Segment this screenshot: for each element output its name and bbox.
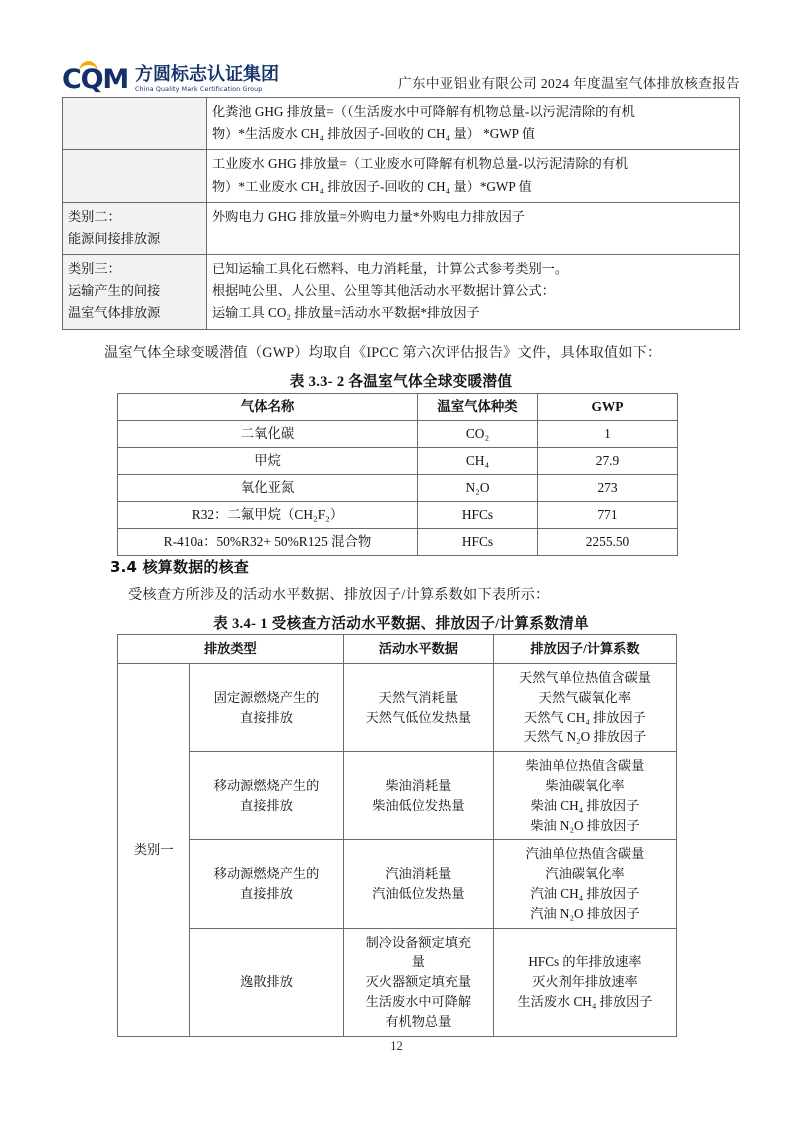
formula-line: 运输工具 CO₂ 排放量=活动水平数据*排放因子 — [212, 305, 480, 321]
formula-cell — [207, 150, 740, 202]
column-header-gwp: GWP — [538, 394, 678, 421]
cell-gwp-value: 273 — [538, 475, 678, 502]
table-row — [63, 202, 740, 254]
cell-gas-name: 甲烷 — [118, 448, 418, 475]
column-header-gas-type: 温室气体种类 — [418, 394, 538, 421]
document-title: 广东中亚铝业有限公司 2024 年度温室气体排放核查报告 — [398, 76, 740, 91]
cell-gas-type: HFCs — [418, 502, 538, 529]
text-line: 天然气碳氧化率 — [538, 689, 632, 705]
category-line: 运输产生的间接 — [68, 283, 161, 299]
cell-emission-type — [190, 752, 343, 840]
cell-gwp-value: 1 — [538, 421, 678, 448]
cell-emission-type — [190, 928, 343, 1036]
table-row — [118, 529, 678, 556]
table-header-row — [118, 394, 678, 421]
category-line: 温室气体排放源 — [68, 305, 161, 321]
cell-gas-name: R32：二氟甲烷（CH₂F₂） — [118, 502, 418, 529]
activity-data-table — [117, 634, 677, 1037]
activity-table-caption: 表 3.4- 1 受核查方活动水平数据、排放因子/计算系数清单 — [213, 616, 589, 632]
text-line: 移动源燃烧产生的 — [213, 866, 320, 882]
cell-gas-type: CO₂ — [418, 421, 538, 448]
formula-line: 已知运输工具化石燃料、电力消耗量，计算公式参考类别一。 — [212, 261, 569, 277]
logo-english-name: China Quality Mark Certification Group — [135, 85, 263, 93]
emission-formula-table — [62, 97, 740, 330]
text-line: 生活废水 CH₄ 排放因子 — [517, 993, 653, 1009]
text-line: 汽油碳氧化率 — [545, 866, 625, 882]
formula-line: 工业废水 GHG 排放量=（工业废水可降解有机物总量-以污泥清除的有机 — [212, 156, 629, 172]
cell-emission-type — [190, 664, 343, 752]
cell-gwp-value: 771 — [538, 502, 678, 529]
cell-emission-factor — [493, 840, 676, 928]
cell-gas-name: R-410a：50%R32+ 50%R125 混合物 — [118, 529, 418, 556]
formula-cell — [207, 202, 740, 254]
category-line: 类别三： — [68, 261, 121, 277]
text-line: 直接排放 — [240, 797, 293, 813]
text-line: 灭火器额定填充量 — [365, 974, 472, 990]
logo-chinese-name: 方圆标志认证集团 — [135, 63, 280, 85]
formula-line: 物）*工业废水 CH₄ 排放因子-回收的 CH₄ 量）*GWP 值 — [212, 178, 532, 194]
formula-line — [212, 228, 734, 250]
section-34-intro-paragraph: 受核查方所涉及的活动水平数据、排放因子/计算系数如下表所示： — [128, 587, 550, 603]
text-line: 汽油 N₂O 排放因子 — [530, 905, 640, 921]
text-line: 柴油单位热值含碳量 — [525, 758, 645, 774]
text-line: 直接排放 — [240, 709, 293, 725]
cell-emission-factor — [493, 664, 676, 752]
formula-line: 物）*生活废水 CH₄ 排放因子-回收的 CH₄ 量） *GWP 值 — [212, 126, 536, 142]
cell-activity-data — [343, 928, 493, 1036]
page-number: 12 — [390, 1039, 403, 1053]
table-header-row — [118, 635, 677, 664]
table-row — [118, 752, 677, 840]
text-line: 汽油单位热值含碳量 — [525, 846, 645, 862]
formula-line: 根据吨公里、人公里、公里等其他活动水平数据计算公式： — [212, 283, 555, 299]
cell-gas-name: 二氧化碳 — [118, 421, 418, 448]
cell-category-one: 类别一 — [118, 664, 190, 1037]
text-line: 制冷设备额定填充 — [365, 934, 472, 950]
text-line: 柴油消耗量 — [385, 777, 452, 793]
table-row — [118, 475, 678, 502]
cell-emission-factor — [493, 928, 676, 1036]
cqm-logo — [62, 63, 280, 95]
cell-gas-type: CH₄ — [418, 448, 538, 475]
gwp-table-caption: 表 3.3- 2 各温室气体全球变暖潜值 — [289, 374, 513, 390]
page-header — [62, 48, 740, 94]
logo-wordmark — [135, 63, 280, 93]
table-row — [63, 150, 740, 202]
category-cell — [63, 255, 207, 330]
cell-gwp-value: 27.9 — [538, 448, 678, 475]
formula-line: 外购电力 GHG 排放量=外购电力量*外购电力排放因子 — [212, 208, 525, 224]
text-line: 柴油碳氧化率 — [545, 777, 625, 793]
text-line: 天然气低位发热量 — [365, 709, 472, 725]
text-line: 天然气消耗量 — [378, 689, 458, 705]
formula-cell — [207, 255, 740, 330]
column-header-emission-factor: 排放因子/计算系数 — [493, 635, 676, 664]
text-line: 汽油 CH₄ 排放因子 — [530, 885, 640, 901]
formula-cell — [207, 98, 740, 150]
formula-line: 化粪池 GHG 排放量=（（生活废水中可降解有机物总量-以污泥清除的有机 — [212, 104, 635, 119]
cell-gas-name: 氧化亚氮 — [118, 475, 418, 502]
category-line: 能源间接排放源 — [68, 230, 161, 246]
cell-gas-type: N₂O — [418, 475, 538, 502]
category-line: 类别二： — [68, 208, 121, 224]
logo-acronym: CQM — [62, 63, 129, 95]
cell-gas-type: HFCs — [418, 529, 538, 556]
text-line: 柴油 N₂O 排放因子 — [530, 817, 640, 833]
text-line: 天然气 N₂O 排放因子 — [523, 729, 647, 745]
text-line: 柴油低位发热量 — [372, 797, 465, 813]
table-row — [63, 98, 740, 150]
category-cell — [63, 150, 207, 202]
category-cell — [63, 98, 207, 150]
text-line: 天然气 CH₄ 排放因子 — [524, 709, 646, 725]
text-line: 汽油低位发热量 — [372, 885, 465, 901]
table-row — [118, 502, 678, 529]
text-line: 柴油 CH₄ 排放因子 — [530, 797, 640, 813]
text-line: 固定源燃烧产生的 — [213, 689, 320, 705]
column-header-emission-type: 排放类型 — [118, 635, 344, 664]
text-line: HFCs 的年排放速率 — [528, 954, 642, 970]
text-line: 生活废水中可降解 — [365, 993, 472, 1009]
category-cell — [63, 202, 207, 254]
cell-gwp-value: 2255.50 — [538, 529, 678, 556]
cell-activity-data — [343, 664, 493, 752]
table-row — [118, 448, 678, 475]
text-line: 移动源燃烧产生的 — [213, 777, 320, 793]
table-row — [118, 421, 678, 448]
text-line: 灭火剂年排放速率 — [532, 974, 638, 990]
table-row — [118, 664, 677, 752]
cell-activity-data — [343, 840, 493, 928]
text-line: 量 — [411, 954, 425, 970]
cell-emission-factor — [493, 752, 676, 840]
cell-activity-data — [343, 752, 493, 840]
text-line: 汽油消耗量 — [385, 866, 452, 882]
table-row — [118, 840, 677, 928]
table-row — [118, 928, 677, 1036]
gwp-table — [117, 393, 678, 556]
logo-mark-icon — [62, 63, 129, 95]
gwp-intro-paragraph: 温室气体全球变暖潜值（GWP）均取自《IPCC 第六次评估报告》文件，具体取值如下： — [104, 345, 662, 361]
text-line: 逸散排放 — [240, 974, 293, 990]
text-line: 直接排放 — [240, 885, 293, 901]
column-header-activity-data: 活动水平数据 — [343, 635, 493, 664]
table-row — [63, 255, 740, 330]
column-header-gas-name: 气体名称 — [118, 394, 418, 421]
text-line: 有机物总量 — [385, 1013, 452, 1029]
text-line: 天然气单位热值含碳量 — [519, 670, 651, 685]
cell-emission-type — [190, 840, 343, 928]
section-heading-3-4: 3.4 核算数据的核查 — [110, 558, 249, 576]
logo-arc-icon — [79, 61, 98, 74]
